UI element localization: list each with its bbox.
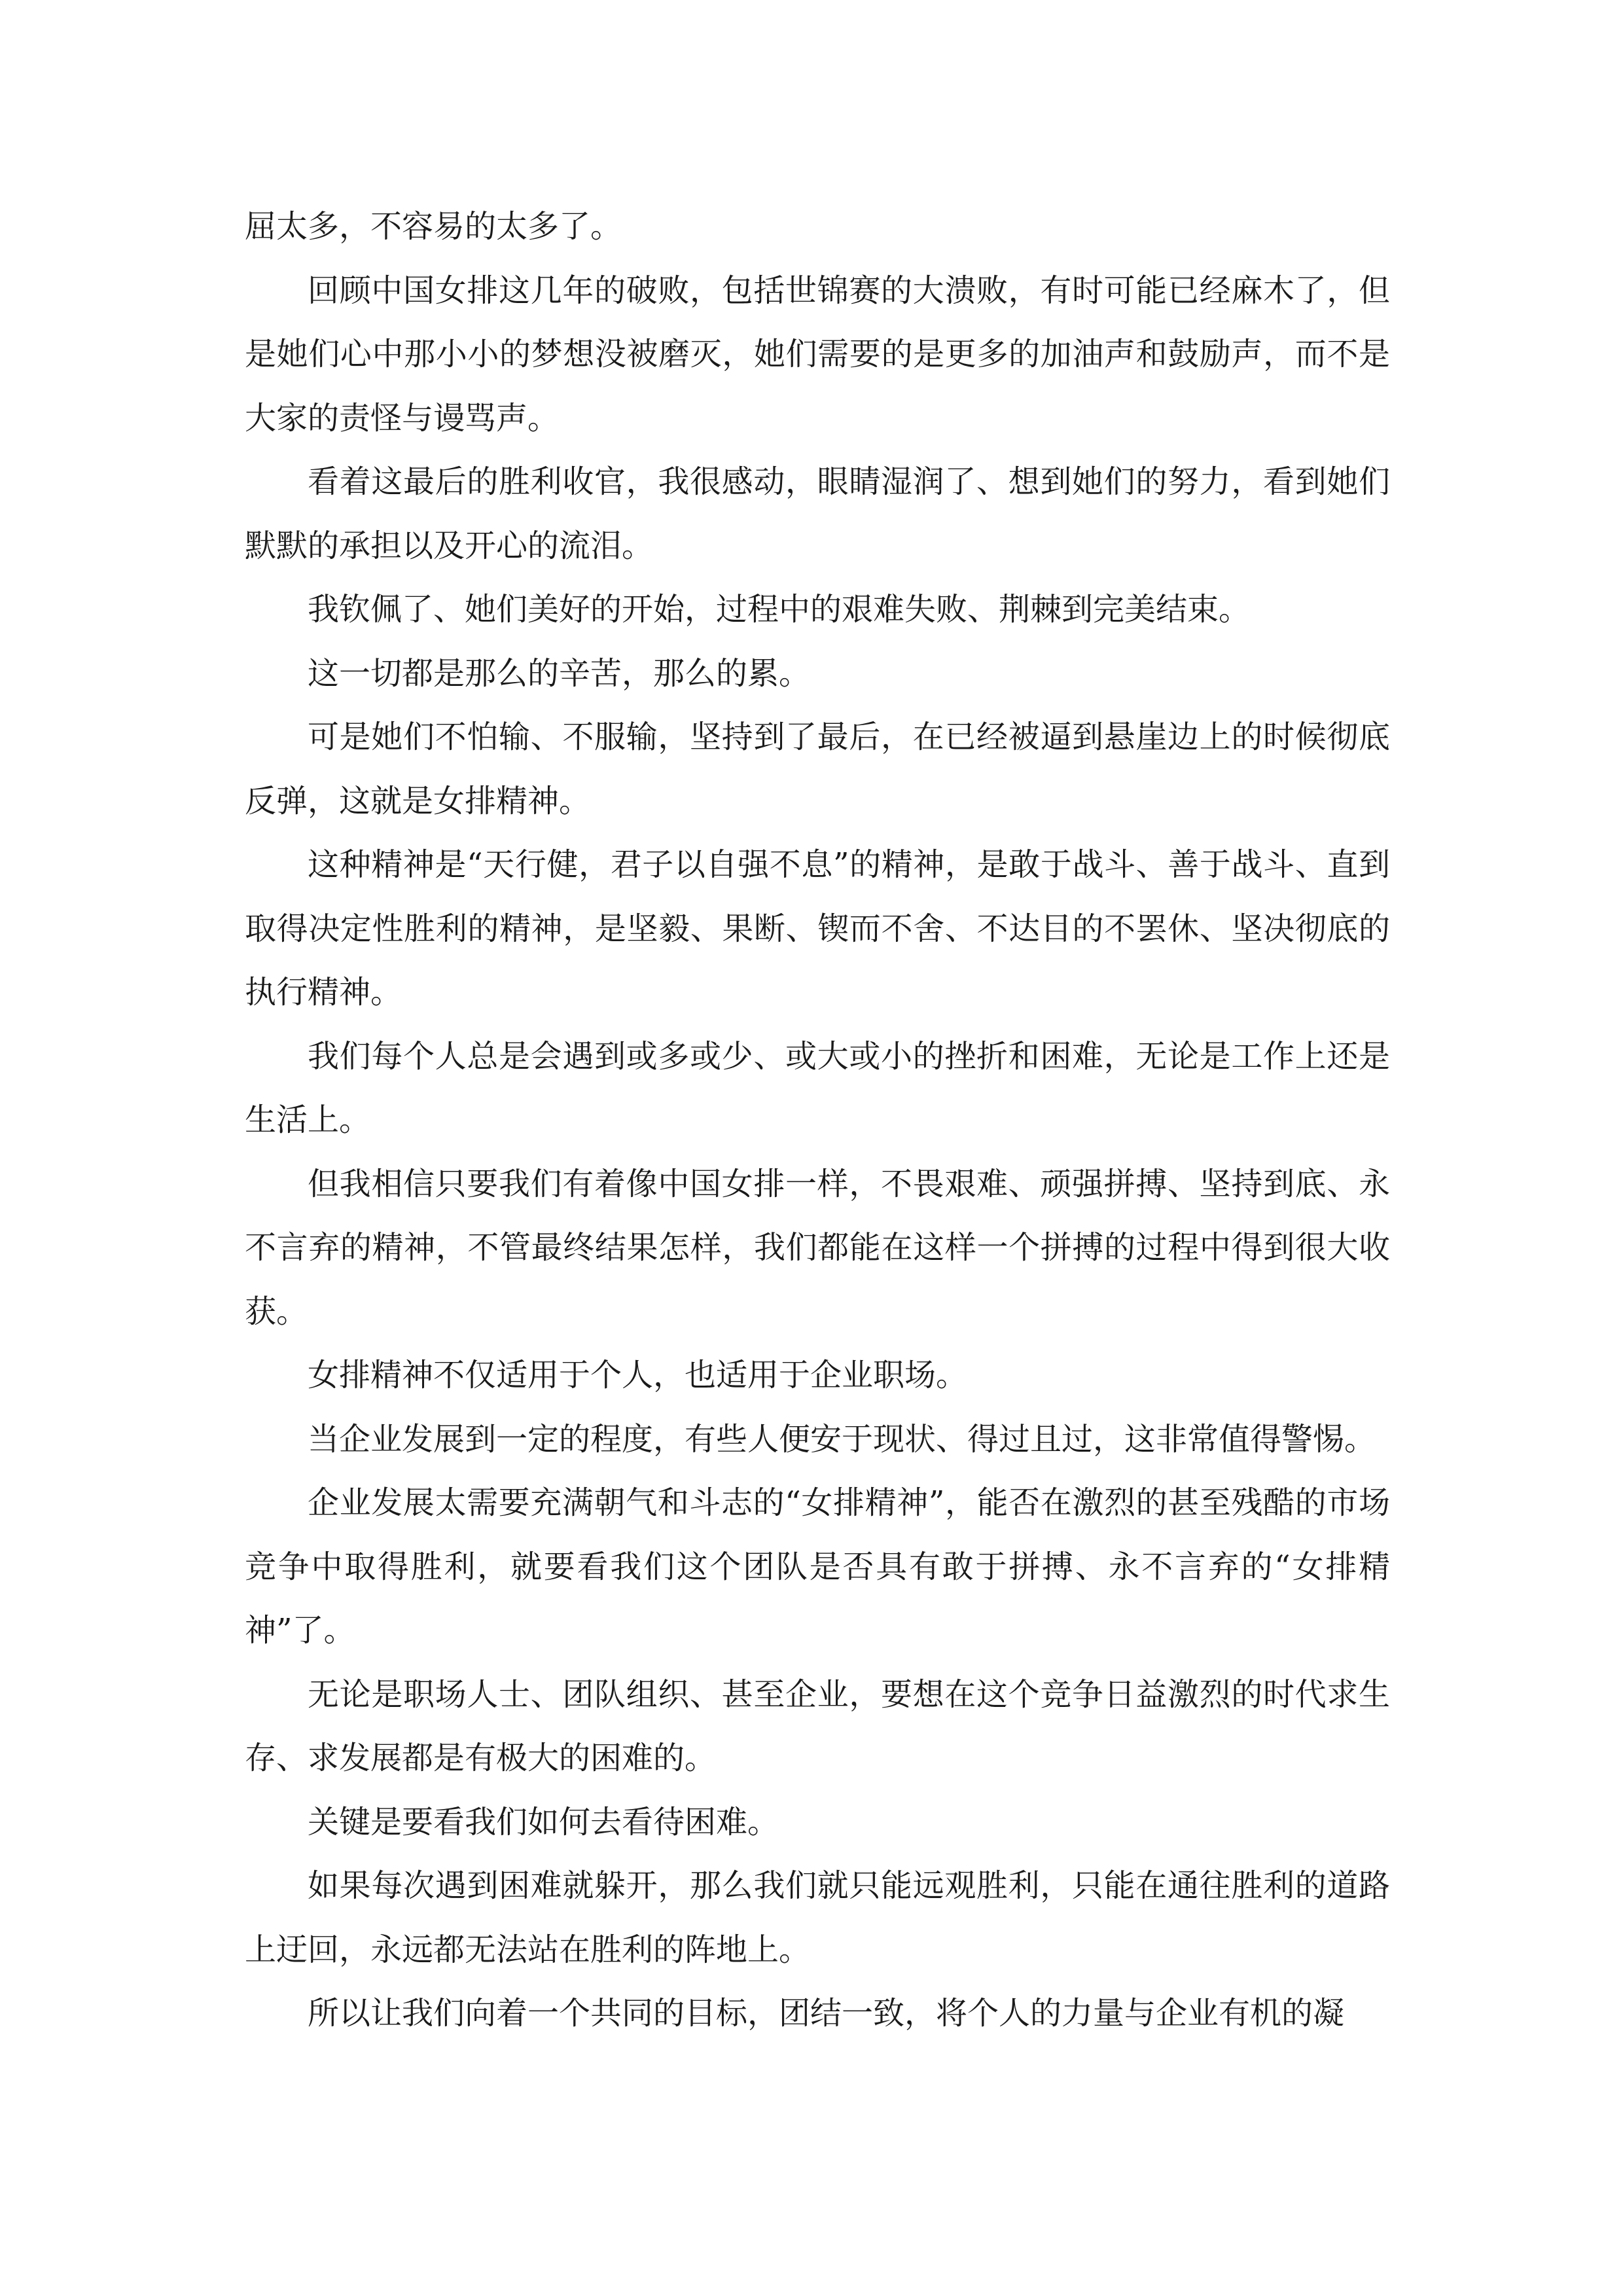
- paragraph: 这一切都是那么的辛苦，那么的累。: [308, 655, 811, 692]
- document-body: [245, 195, 1390, 2046]
- paragraph: 企业发展太需要充满朝气和斗志的“女排精神”，能否在激烈的甚至残酷的市场竞争中取得胜利，就要看我们这个团队是否具有敢于拼搏、永不言弃的“女排精神”了。: [245, 1484, 1390, 1649]
- paragraph: 女排精神不仅适用于个人，也适用于企业职场。: [308, 1357, 968, 1393]
- paragraph: 我钦佩了、她们美好的开始，过程中的艰难失败、荆棘到完美结束。: [308, 591, 1251, 628]
- paragraph: 回顾中国女排这几年的破败，包括世锦赛的大溃败，有时可能已经麻木了，但是她们心中那小小的梦想没被磨灭，她们需要的是更多的加油声和鼓励声，而不是大家的责怪与谩骂声。: [245, 272, 1390, 437]
- paragraph: 关键是要看我们如何去看待困难。: [308, 1803, 779, 1840]
- paragraph: 所以让我们向着一个共同的目标，团结一致，将个人的力量与企业有机的凝: [308, 1995, 1345, 2032]
- paragraph: 当企业发展到一定的程度，有些人便安于现状、得过且过，这非常值得警惕。: [308, 1420, 1376, 1458]
- paragraph: 看着这最后的胜利收官，我很感动，眼睛湿润了、想到她们的努力，看到她们默默的承担以及开心的流泪。: [245, 463, 1390, 564]
- paragraph: 可是她们不怕输、不服输，坚持到了最后，在已经被逼到悬崖边上的时候彻底反弹，这就是女排精神。: [245, 719, 1390, 819]
- paragraph: 这种精神是“天行健，君子以自强不息”的精神，是敢于战斗、善于战斗、直到取得决定性胜利的精神，是坚毅、果断、锲而不舍、不达目的不罢休、坚决彻底的执行精神。: [245, 846, 1390, 1011]
- paragraph: 无论是职场人士、团队组织、甚至企业，要想在这个竞争日益激烈的时代求生存、求发展都是有极大的困难的。: [245, 1676, 1390, 1776]
- paragraph: 我们每个人总是会遇到或多或少、或大或小的挫折和困难，无论是工作上还是生活上。: [245, 1037, 1390, 1138]
- paragraph-continuation: 屈太多，不容易的太多了。: [245, 208, 622, 245]
- paragraph: 但我相信只要我们有着像中国女排一样，不畏艰难、顽强拼搏、坚持到底、永不言弃的精神，不管最终结果怎样，我们都能在这样一个拼搏的过程中得到很大收获。: [245, 1165, 1390, 1330]
- paragraph: 如果每次遇到困难就躲开，那么我们就只能远观胜利，只能在通往胜利的道路上迂回，永远都无法站在胜利的阵地上。: [245, 1867, 1390, 1968]
